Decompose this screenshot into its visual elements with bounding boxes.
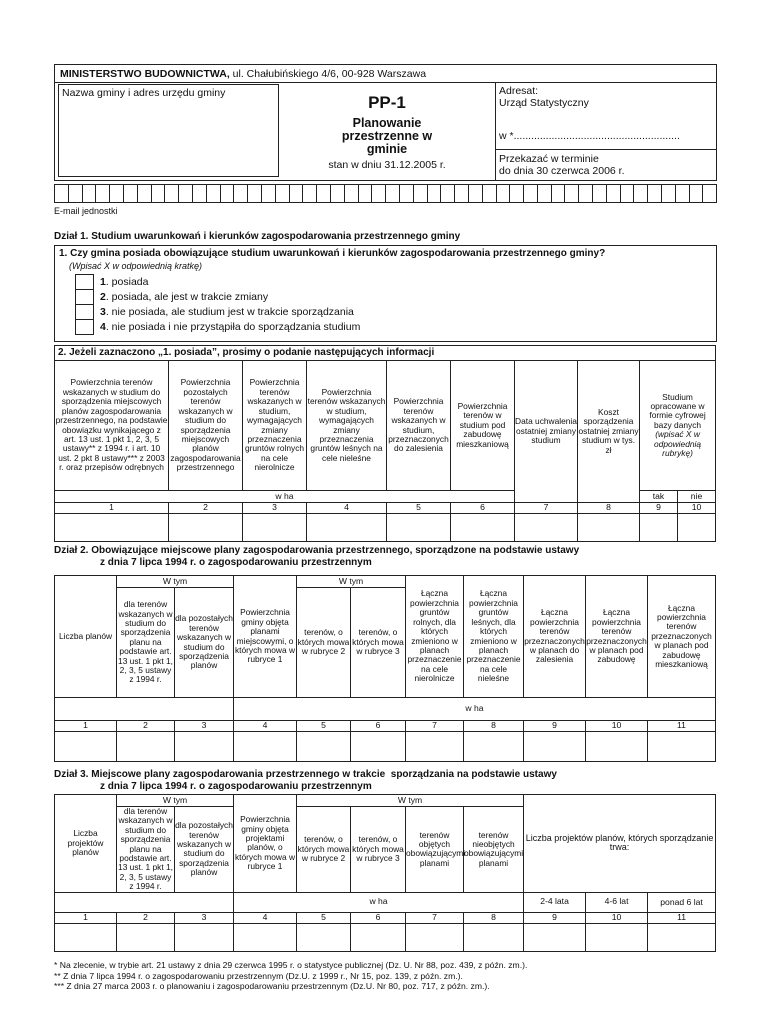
identifier-cell[interactable]: [703, 185, 716, 202]
d3-col8-header: terenów nieobjętych obowiązującymi planami: [464, 807, 524, 893]
footnotes: [54, 960, 715, 992]
dzial1-colnum: 1: [55, 503, 169, 514]
d1-col5-header: Powierzchnia terenów wskazanych w studium, przeznaczonych do zalesienia: [387, 361, 451, 491]
option-text: . posiada: [105, 275, 149, 288]
q1-hint: (Wpisać X w odpowiednią kratkę): [69, 261, 203, 271]
dzial1-input-col-8[interactable]: [578, 514, 640, 542]
identifier-cell[interactable]: [690, 185, 704, 202]
d2-col8-header: Łączna powierzchnia gruntów leśnych, dla których zmieniono w planach przeznaczenie na cele nieleśne: [464, 576, 524, 698]
d1-col9-text: Studium opracowane w formie cyfrowej bazy danych: [649, 391, 706, 430]
d2-unit-blank: [55, 698, 234, 721]
dzial2-input-col-9[interactable]: [524, 732, 586, 762]
dzial2-colnum: 2: [117, 721, 175, 732]
identifier-cell[interactable]: [179, 185, 193, 202]
addressee: Urząd Statystyczny: [499, 97, 589, 109]
dzial1-colnum: 6: [451, 503, 515, 514]
d1-col2-header: Powierzchnia pozostałych terenów wskazanych w studium do sporządzenia miejscowych planów zagospodarowania przestrzennego: [169, 361, 243, 491]
checkbox-nie-posiada[interactable]: [75, 319, 94, 335]
identifier-cell[interactable]: [497, 185, 511, 202]
dzial3-input-col-9[interactable]: [524, 923, 586, 951]
dzial3-input-col-6[interactable]: [351, 923, 406, 951]
identifier-cell[interactable]: [510, 185, 524, 202]
identifier-cell[interactable]: [428, 185, 442, 202]
dzial2-colnum: 5: [297, 721, 351, 732]
dzial1-input-col-2[interactable]: [169, 514, 243, 542]
identifier-cell[interactable]: [621, 185, 635, 202]
identifier-cell[interactable]: [483, 185, 497, 202]
d2-col9-header: Łączna powierzchnia terenów przeznaczonych w planach do zalesienia: [524, 576, 586, 698]
dzial1-input-col-7[interactable]: [515, 514, 578, 542]
dzial1-colnum: 3: [243, 503, 307, 514]
d2-wtym-1: W tym: [117, 576, 234, 588]
d2-col5-header: terenów, o których mowa w rubryce 2: [297, 588, 351, 698]
d3-col3-header: dla pozostałych terenów wskazanych w studium do sporządzenia planów: [175, 807, 234, 893]
option-1: [75, 274, 360, 289]
d3-dur-1: 2-4 lata: [524, 892, 586, 912]
identifier-cell[interactable]: [331, 185, 345, 202]
dzial1-question-box: [54, 245, 717, 342]
q2-text: 2. Jeżeli zaznaczono „1. posiada”, prosimy o podanie następujących informacji: [55, 346, 716, 361]
dzial3-input-col-3[interactable]: [175, 923, 234, 951]
checkbox-posiada[interactable]: [75, 274, 94, 290]
d2-unit: w ha: [234, 698, 716, 721]
d3-col2-header: dla terenów wskazanych w studium do sporządzenia planu na podstawie art. 13 ust. 1 pkt 1, 2, 3, 5 ustawy z 1994 r.: [118, 806, 173, 892]
dzial1-colnum: 4: [307, 503, 387, 514]
d2-col10-header: Łączna powierzchnia terenów przeznaczonych w planach pod zabudowę: [586, 576, 648, 698]
dzial3-table: [54, 794, 716, 952]
option-2: [75, 289, 360, 304]
dzial2-colnum: 4: [234, 721, 297, 732]
d3-col6-header: terenów, o których mowa w rubryce 3: [351, 807, 406, 893]
dzial3-input-col-2[interactable]: [117, 923, 175, 951]
checkbox-nie-posiada-sporzadzanie[interactable]: [75, 304, 94, 320]
dzial2-input-col-8[interactable]: [464, 732, 524, 762]
dzial2-input-col-10[interactable]: [586, 732, 648, 762]
q1-text: 1. Czy gmina posiada obowiązujące studium uwarunkowań i kierunków zagospodarowania przestrzennego gminy?: [59, 248, 606, 259]
dzial3-colnum: 8: [464, 912, 524, 923]
dzial2-input-col-11[interactable]: [648, 732, 716, 762]
d2-col2-header: dla terenów wskazanych w studium do sporządzenia planu na podstawie art. 13 ust. 1 pkt 1, 2, 3, 5 ustawy z 1994 r.: [117, 588, 175, 698]
dzial2-input-col-5[interactable]: [297, 732, 351, 762]
dzial3-input-col-8[interactable]: [464, 923, 524, 951]
identifier-cell[interactable]: [372, 185, 386, 202]
dzial2-input-col-4[interactable]: [234, 732, 297, 762]
d1-col8-header: Koszt sporządzenia ostatniej zmiany studium w tys. zł: [578, 361, 640, 503]
identifier-cell[interactable]: [55, 185, 69, 202]
d3-col1-header: Liczba projektów planów: [55, 795, 117, 893]
identifier-cell[interactable]: [552, 185, 566, 202]
identifier-cell[interactable]: [69, 185, 83, 202]
dzial3-colnum: 6: [351, 912, 406, 923]
option-num: 4: [100, 320, 106, 333]
ministry-line: [60, 68, 426, 80]
d3-duration-header: Liczba projektów planów, których sporządzanie trwa:: [524, 795, 716, 893]
dzial3-input-col-1[interactable]: [55, 923, 117, 951]
gmina-label: Nazwa gminy i adres urzędu gminy: [62, 87, 226, 99]
identifier-cell[interactable]: [565, 185, 579, 202]
dzial1-input-col-10[interactable]: [678, 514, 716, 542]
footnote-3: *** Z dnia 27 marca 2003 r. o planowaniu i zagospodarowaniu przestrzennym (Dz.U. Nr 80, poz. 717, z późn. zm.).: [54, 981, 490, 991]
dzial2-colnum: 9: [524, 721, 586, 732]
d3-wtym-2: W tym: [297, 795, 524, 807]
d3-unit: w ha: [234, 892, 524, 912]
d1-col6-header: Powierzchnia terenów w studium pod zabudowę mieszkaniową: [451, 361, 515, 491]
identifier-cell[interactable]: [276, 185, 290, 202]
d3-dur-3: ponad 6 lat: [648, 892, 716, 912]
dzial2-colnum: 8: [464, 721, 524, 732]
identifier-cell[interactable]: [593, 185, 607, 202]
dzial1-input-col-9[interactable]: [640, 514, 678, 542]
d3-unit-blank: [55, 892, 234, 912]
dzial2-table: [54, 575, 716, 762]
d2-wtym-2: W tym: [297, 576, 406, 588]
identifier-cell[interactable]: [152, 185, 166, 202]
dzial2-colnum: 7: [406, 721, 464, 732]
dzial1-title: Dział 1. Studium uwarunkowań i kierunków zagospodarowania przestrzennego gminy: [54, 231, 461, 242]
option-4: [75, 319, 360, 334]
dzial2-title-2: z dnia 7 lipca 1994 r. o zagospodarowaniu przestrzennym: [100, 557, 372, 568]
deadline-label: Przekazać w terminie: [499, 153, 599, 165]
d2-col1-header: Liczba planów: [55, 576, 117, 698]
dzial1-input-col-3[interactable]: [243, 514, 307, 542]
dzial2-input-col-7[interactable]: [406, 732, 464, 762]
dzial2-title: Dział 2. Obowiązujące miejscowe plany zagospodarowania przestrzennego, sporządzone na podstawie ustawy: [54, 545, 580, 556]
identifier-cell[interactable]: [345, 185, 359, 202]
option-3: [75, 304, 360, 319]
identifier-cell[interactable]: [262, 185, 276, 202]
identifier-cell[interactable]: [124, 185, 138, 202]
d1-col9-header: [640, 361, 716, 491]
dzial1-colnum: 2: [169, 503, 243, 514]
d3-col4-header: Powierzchnia gminy objęta projektami planów, o których mowa w rubryce 1: [234, 795, 297, 893]
dzial2-colnum: 10: [586, 721, 648, 732]
identifier-cell[interactable]: [414, 185, 428, 202]
form-code: PP-1: [368, 93, 406, 112]
dzial3-colnum: 1: [55, 912, 117, 923]
d2-col11-header: Łączna powierzchnia terenów przeznaczonych w planach pod zabudowę mieszkaniową: [648, 576, 716, 698]
form-title: Planowanie przestrzenne w gminie: [341, 116, 433, 156]
identifier-cell[interactable]: [469, 185, 483, 202]
dzial1-colnum: 7: [515, 503, 578, 514]
dzial3-input-col-4[interactable]: [234, 923, 297, 951]
identifier-cell[interactable]: [317, 185, 331, 202]
identifier-cell[interactable]: [400, 185, 414, 202]
identifier-cells: [55, 185, 716, 202]
dzial2-colnum: 1: [55, 721, 117, 732]
dzial1-table: [54, 345, 716, 542]
identifier-cell[interactable]: [290, 185, 304, 202]
identifier-cell[interactable]: [303, 185, 317, 202]
identifier-cell[interactable]: [221, 185, 235, 202]
dzial3-colnum: 7: [406, 912, 464, 923]
option-text: . nie posiada i nie przystąpiła do sporządzania studium: [105, 320, 361, 333]
dzial2-input-col-2[interactable]: [117, 732, 175, 762]
d3-wtym-1: W tym: [117, 795, 234, 807]
d1-col4-header: Powierzchnia terenów wskazanych w studium, wymagających zmiany przeznaczenia gruntów leśnych na cele nieleśne: [307, 361, 387, 491]
dzial3-colnum: 5: [297, 912, 351, 923]
dzial2-input-col-6[interactable]: [351, 732, 406, 762]
state-date: stan w dniu 31.12.2005 r.: [328, 159, 446, 171]
d1-col1-header: Powierzchnia terenów wskazanych w studium do sporządzenia miejscowych planów zagospodarowania przestrzennego, na podstawie obowiązku wynikającego z art. 13 ust. 1 pkt 1, 2, 3, 5 ustawy** z 1994 r. i art. 10 ust. 2 pkt 8 ustawy*** z 2003 r. oraz przepisów odrębnych: [55, 361, 169, 491]
dzial1-colnum: 8: [578, 503, 640, 514]
checkbox-posiada-zmiana[interactable]: [75, 289, 94, 305]
dzial1-input-col-6[interactable]: [451, 514, 515, 542]
d1-tak: tak: [640, 491, 678, 503]
dzial3-input-col-7[interactable]: [406, 923, 464, 951]
dzial3-colnum: 11: [648, 912, 716, 923]
identifier-cell[interactable]: [96, 185, 110, 202]
option-num: 2: [100, 290, 106, 303]
gmina-name-field[interactable]: [58, 84, 279, 177]
dzial3-input-col-11[interactable]: [648, 923, 716, 951]
dzial3-input-col-10[interactable]: [586, 923, 648, 951]
dzial3-input-col-5[interactable]: [297, 923, 351, 951]
dzial3-colnum: 10: [586, 912, 648, 923]
identifier-cell[interactable]: [359, 185, 373, 202]
ministry-name: MINISTERSTWO BUDOWNICTWA,: [60, 68, 230, 80]
form-header: [54, 64, 717, 181]
d2-col3-header: dla pozostałych terenów wskazanych w studium do sporządzenia planów: [175, 588, 234, 698]
dzial3-colnum: 4: [234, 912, 297, 923]
option-num: 1: [100, 275, 106, 288]
dzial2-input-col-3[interactable]: [175, 732, 234, 762]
footnote-2: ** Z dnia 7 lipca 1994 r. o zagospodarowaniu przestrzennym (Dz.U. z 1999 r., Nr 15, poz. 139, z późn. zm.).: [54, 970, 463, 981]
d1-col9-hint: (wpisać X w odpowiednią rubrykę): [654, 429, 702, 459]
email-label: E-mail jednostki: [54, 206, 118, 216]
identifier-cell[interactable]: [607, 185, 621, 202]
dzial1-colnum: 9: [640, 503, 678, 514]
addressee-label: Adresat:: [499, 85, 539, 97]
identifier-strip[interactable]: [54, 184, 717, 203]
dzial2-colnum: 11: [648, 721, 716, 732]
identifier-cell[interactable]: [193, 185, 207, 202]
identifier-cell[interactable]: [234, 185, 248, 202]
d1-unit: w ha: [55, 491, 515, 503]
addressee-in: w *.........................................................: [499, 130, 680, 142]
identifier-cell[interactable]: [634, 185, 648, 202]
d3-col5-header: terenów, o których mowa w rubryce 2: [297, 807, 351, 893]
identifier-cell[interactable]: [455, 185, 469, 202]
dzial3-title-2: z dnia 7 lipca 1994 r. o zagospodarowaniu przestrzennym: [100, 781, 372, 792]
dzial1-colnum: 10: [678, 503, 716, 514]
dzial2-colnum: 6: [351, 721, 406, 732]
identifier-cell[interactable]: [579, 185, 593, 202]
dzial1-input-col-5[interactable]: [387, 514, 451, 542]
identifier-cell[interactable]: [110, 185, 124, 202]
dzial3-colnum: 2: [117, 912, 175, 923]
options-list: [75, 274, 360, 334]
option-text: . nie posiada, ale studium jest w trakcie sporządzania: [105, 305, 354, 318]
d2-col6-header: terenów, o których mowa w rubryce 3: [351, 588, 406, 698]
deadline: do dnia 30 czerwca 2006 r.: [499, 165, 625, 177]
identifier-cell[interactable]: [538, 185, 552, 202]
identifier-cell[interactable]: [441, 185, 455, 202]
identifier-cell[interactable]: [648, 185, 662, 202]
d1-col3-header: Powierzchnia terenów wskazanych w studium, wymagających zmiany przeznaczenia gruntów rolnych na cele nierolnicze: [243, 361, 307, 491]
dzial1-colnum: 5: [387, 503, 451, 514]
d2-col7-header: Łączna powierzchnia gruntów rolnych, dla których zmieniono w planach przeznaczenie na cele nierolnicze: [406, 576, 464, 698]
identifier-cell[interactable]: [207, 185, 221, 202]
dzial3-colnum: 9: [524, 912, 586, 923]
identifier-cell[interactable]: [83, 185, 97, 202]
dzial3-title: Dział 3. Miejscowe plany zagospodarowania przestrzennego w trakcie sporządzania na podstawie ustawy: [54, 769, 557, 780]
dzial2-input-col-1[interactable]: [55, 732, 117, 762]
identifier-cell[interactable]: [138, 185, 152, 202]
identifier-cell[interactable]: [662, 185, 676, 202]
identifier-cell[interactable]: [676, 185, 690, 202]
d3-col7-header: terenów objętych obowiązującymi planami: [406, 807, 464, 893]
footnote-1: * Na zlecenie, w trybie art. 21 ustawy z dnia 29 czerwca 1995 r. o statystyce publicznej (Dz. U. Nr 88, poz. 439, z późn. zm.).: [54, 960, 528, 970]
dzial2-colnum: 3: [175, 721, 234, 732]
option-num: 3: [100, 305, 106, 318]
identifier-cell[interactable]: [248, 185, 262, 202]
identifier-cell[interactable]: [165, 185, 179, 202]
d3-dur-2: 4-6 lat: [586, 892, 648, 912]
d2-col4-header: Powierzchnia gminy objęta planami miejscowymi, o których mowa w rubryce 1: [234, 576, 297, 698]
option-text: . posiada, ale jest w trakcie zmiany: [105, 290, 269, 303]
d1-col7-header: Data uchwalenia ostatniej zmiany studium: [515, 361, 578, 503]
dzial1-input-col-4[interactable]: [307, 514, 387, 542]
identifier-cell[interactable]: [524, 185, 538, 202]
dzial1-input-col-1[interactable]: [55, 514, 169, 542]
d1-nie: nie: [678, 491, 716, 503]
dzial3-colnum: 3: [175, 912, 234, 923]
ministry-address: ul. Chałubińskiego 4/6, 00-928 Warszawa: [229, 68, 427, 80]
identifier-cell[interactable]: [386, 185, 400, 202]
